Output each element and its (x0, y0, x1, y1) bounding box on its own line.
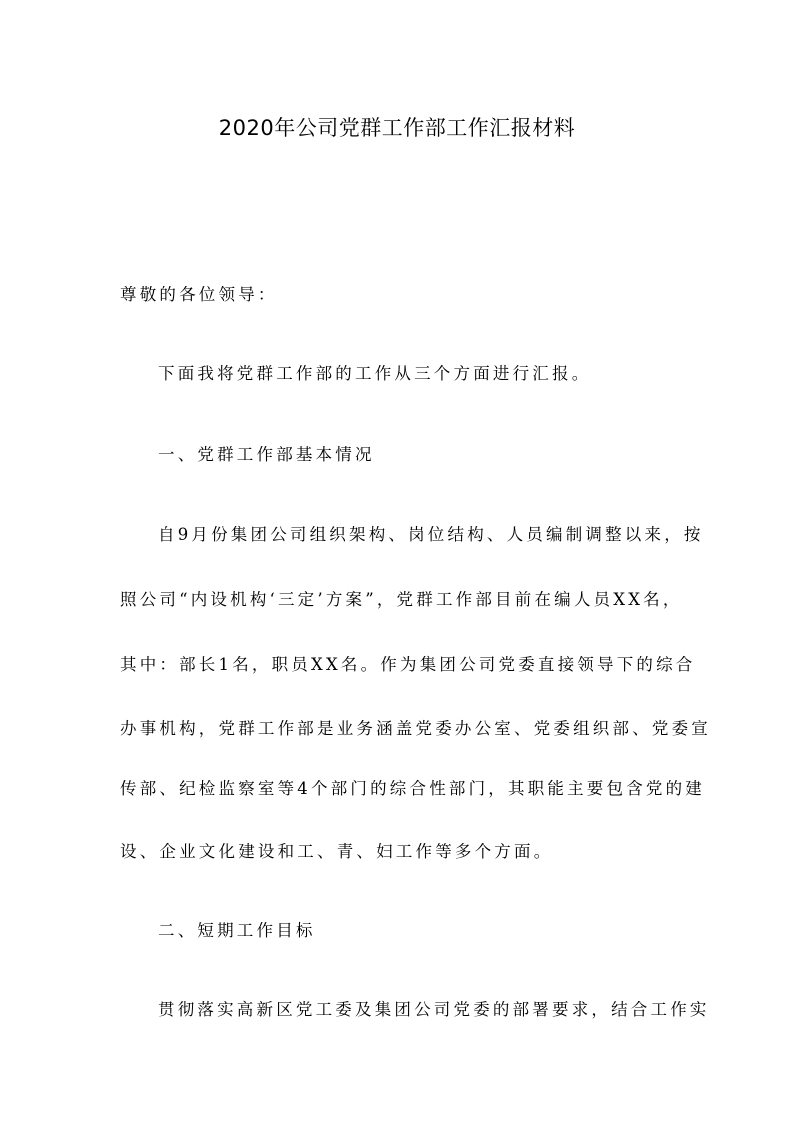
section-1-line-5: 传部、纪检监察室等4个部门的综合性部门，其职能主要包含党的建 (120, 779, 705, 798)
document-title: 2020年公司党群工作部工作汇报材料 (218, 116, 576, 140)
section-1-line-6: 设、企业文化建设和工、青、妇工作等多个方面。 (120, 842, 554, 861)
intro-paragraph: 下面我将党群工作部的工作从三个方面进行汇报。 (158, 364, 592, 383)
greeting: 尊敬的各位领导： (120, 285, 278, 304)
section-1-line-4: 办事机构，党群工作部是业务涵盖党委办公室、党委组织部、党委宣 (120, 719, 711, 738)
section-2-heading: 二、短期工作目标 (158, 921, 316, 940)
section-1-heading: 一、党群工作部基本情况 (158, 445, 375, 464)
section-2-line-1: 贯彻落实高新区党工委及集团公司党委的部署要求，结合工作实 (158, 1000, 710, 1019)
section-1-line-1: 自9月份集团公司组织架构、岗位结构、人员编制调整以来，按 (158, 525, 704, 544)
section-1-line-2: 照公司“内设机构‘三定’方案”，党群工作部目前在编人员XX名， (120, 590, 683, 609)
section-1-line-3: 其中：部长1名，职员XX名。作为集团公司党委直接领导下的综合 (120, 655, 696, 674)
